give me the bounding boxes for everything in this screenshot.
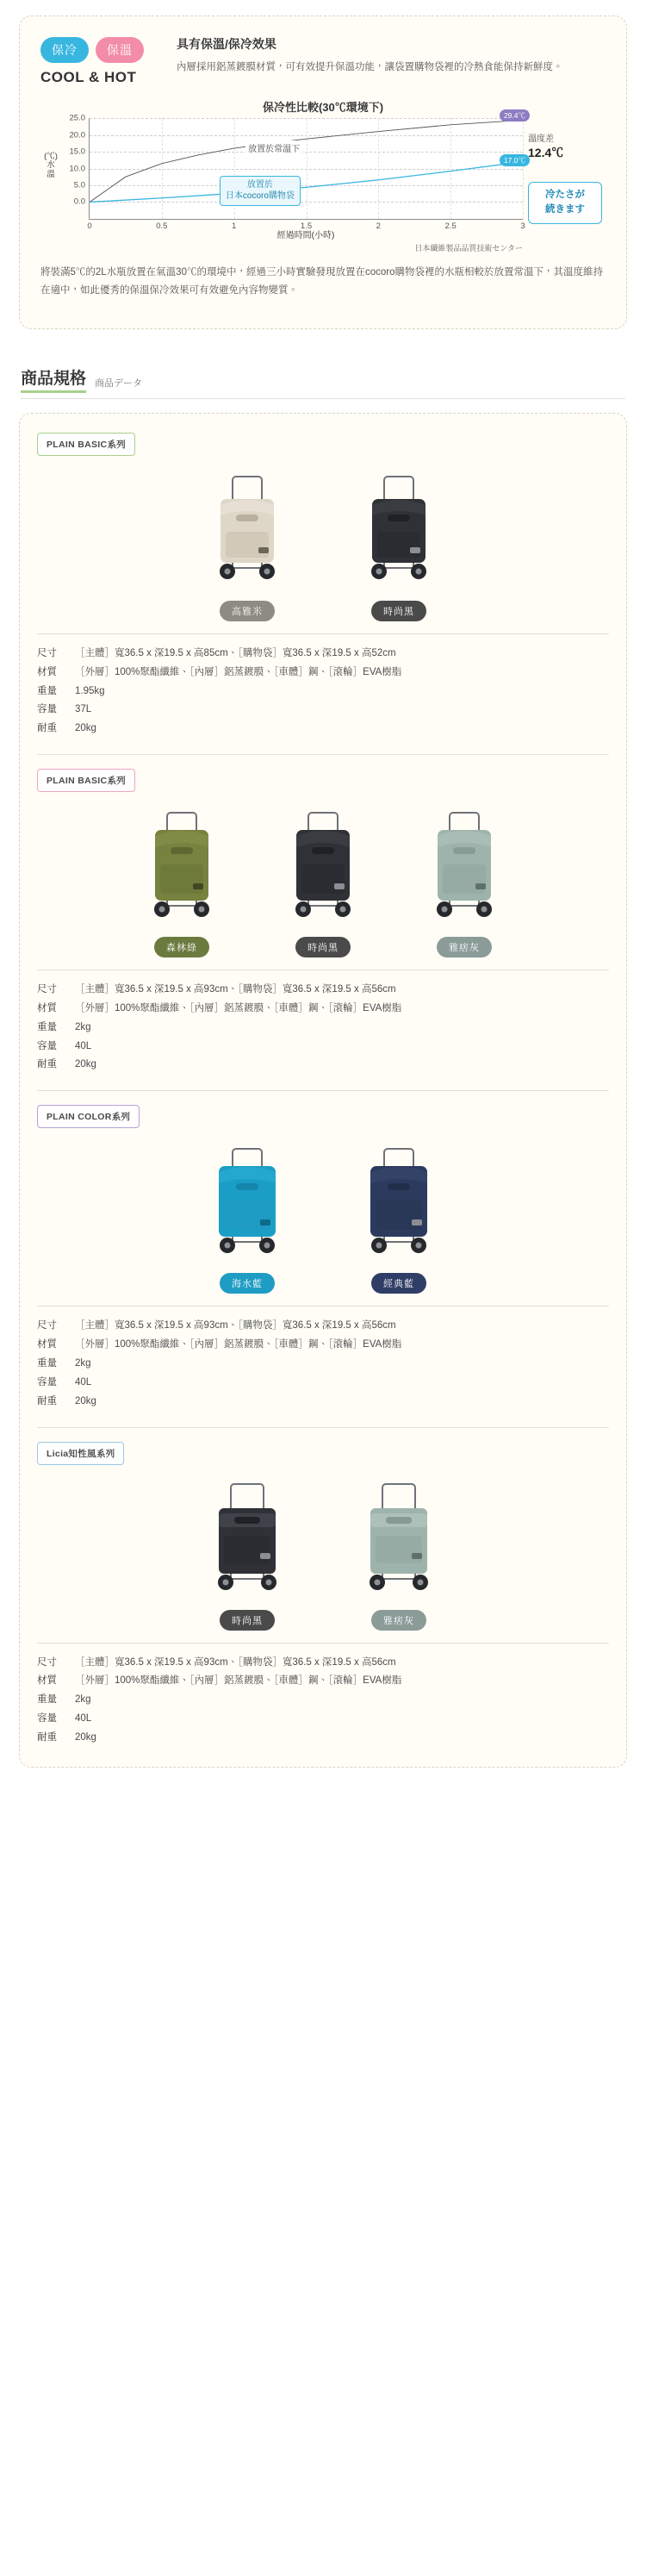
spec-row [37, 1393, 609, 1412]
bag-svg-plain-color-aqua [183, 1137, 312, 1266]
cool-hot-header [40, 34, 606, 86]
spec-key: 尺寸 [37, 1656, 57, 1668]
bag-svg-plain-color-navy [334, 1137, 463, 1266]
spec-key: 容量 [37, 1040, 57, 1051]
product-item[interactable] [117, 801, 246, 957]
spec-value: 40L [75, 1376, 92, 1388]
chart-canvas [69, 111, 525, 231]
spec-key: 尺寸 [37, 647, 57, 658]
cool-hot-copy [177, 34, 606, 77]
spec-row [37, 1336, 609, 1355]
chart-endlabel-room: 29.4℃ [500, 109, 530, 122]
spec-key: 重量 [37, 1021, 57, 1032]
spec-row [37, 1355, 609, 1374]
badge-row [40, 37, 161, 63]
chart-x-axis-label: 經過時間(小時) [276, 231, 335, 240]
cool-hot-note: 將裝滿5℃的2L水瓶放置在氣溫30℃的環境中，經過三小時實驗發現放置在cocoro購物袋裡的水瓶相較於放置常溫下，其溫度維持在適中，如此優秀的保溫保冷效果可有效避免內容物變質。 [40, 267, 603, 296]
spec-value: 1.95kg [75, 685, 105, 696]
spec-row [37, 981, 609, 1000]
trolley-bag-illustration [183, 1137, 312, 1266]
hot-badge: 保溫 [96, 37, 144, 63]
product-item[interactable] [334, 1137, 463, 1294]
trolley-bag-illustration [183, 465, 312, 594]
spec-value: ［外層］100%聚酯纖維、［內層］鋁蒸鍍膜、［車體］鋼、［滾輪］EVA樹脂 [75, 1675, 402, 1687]
chart-source: 日本纖維製品品質技術センター [414, 244, 523, 253]
chart-y-tick: 10.0 [69, 164, 85, 173]
bag-svg-plain-basic-black [334, 465, 463, 594]
chart-annotation-room: 放置於常溫下 [245, 140, 302, 155]
chart-temp-difference: 溫度差 12.4℃ [528, 134, 564, 159]
trolley-bag-illustration [334, 1137, 463, 1266]
cool-badge: 保冷 [40, 37, 89, 63]
spec-row [37, 683, 609, 702]
spec-row [37, 1056, 609, 1075]
spec-table [37, 633, 609, 739]
product-row [37, 1474, 609, 1631]
bag-svg-plain-basic-beige [183, 465, 312, 594]
spec-value: ［外層］100%聚酯纖維、［內層］鋁蒸鍍膜、［車體］鋼、［滾輪］EVA樹脂 [75, 666, 402, 677]
series-block [37, 755, 609, 1075]
series-tag: PLAIN BASIC系列 [37, 769, 135, 792]
spec-value: 40L [75, 1713, 92, 1725]
spec-row [37, 701, 609, 720]
spec-table [37, 970, 609, 1075]
spec-value: 20kg [75, 1731, 96, 1743]
chart-x-tick: 1 [232, 221, 237, 231]
trolley-bag-illustration [400, 801, 529, 930]
chart-plot-area [44, 111, 585, 240]
spec-row [37, 1691, 609, 1710]
chart-y-tick: 20.0 [69, 130, 85, 140]
spec-row [37, 1000, 609, 1019]
product-item[interactable] [400, 801, 529, 957]
badge-column [40, 34, 161, 86]
spec-value: ［主體］寬36.5 x 深19.5 x 高85cm、［購物袋］寬36.5 x 深19.5 x 高52cm [75, 647, 396, 658]
spec-key: 容量 [37, 1713, 57, 1725]
series-block [37, 1428, 609, 1748]
spec-row [37, 1019, 609, 1038]
trolley-bag-illustration [334, 1474, 463, 1603]
spec-value: ［主體］寬36.5 x 深19.5 x 高93cm、［購物袋］寬36.5 x 深19.5 x 高56cm [75, 1656, 396, 1668]
spec-row [37, 1729, 609, 1748]
spec-key: 耐重 [37, 1395, 57, 1407]
chart-y-tick: 5.0 [73, 180, 85, 190]
color-chip: 時尚黑 [220, 1610, 275, 1631]
spec-section-rule [21, 398, 625, 399]
spec-row [37, 720, 609, 739]
spec-row [37, 664, 609, 683]
spec-title-ja: 商品データ [95, 377, 143, 389]
bag-svg-plain-basic-green [117, 801, 246, 930]
spec-key: 重量 [37, 1358, 57, 1369]
spec-row [37, 1654, 609, 1673]
color-chip: 時尚黑 [371, 601, 426, 621]
spec-row [37, 645, 609, 664]
spec-value: ［主體］寬36.5 x 深19.5 x 高93cm、［購物袋］寬36.5 x 深19.5 x 高56cm [75, 984, 396, 995]
color-chip: 海水藍 [220, 1273, 275, 1294]
chart-y-tick: 25.0 [69, 113, 85, 123]
chart-x-tick: 0.5 [156, 221, 168, 231]
spec-value: 20kg [75, 1059, 96, 1070]
cool-hot-heading: 具有保溫/保冷效果 [177, 37, 276, 51]
color-chip: 經典藍 [371, 1273, 426, 1294]
bag-svg-plain-basic-grey [400, 801, 529, 930]
color-chip: 森林綠 [154, 937, 209, 957]
spec-key: 尺寸 [37, 984, 57, 995]
series-block [37, 1091, 609, 1411]
spec-key: 耐重 [37, 1731, 57, 1743]
spec-row [37, 1672, 609, 1691]
spec-key: 重量 [37, 1694, 57, 1706]
product-item[interactable] [334, 1474, 463, 1631]
color-chip: 高雅米 [220, 601, 275, 621]
spec-value: 40L [75, 1040, 92, 1051]
spec-key: 重量 [37, 685, 57, 696]
color-chip: 雅痞灰 [371, 1610, 426, 1631]
chart-y-tick: 15.0 [69, 147, 85, 157]
spec-key: 材質 [37, 1339, 57, 1350]
spec-key: 材質 [37, 1675, 57, 1687]
chart-x-tick: 0 [87, 221, 92, 231]
spec-key: 耐重 [37, 723, 57, 734]
chart-x-tick: 2 [376, 221, 381, 231]
product-item[interactable] [258, 801, 388, 957]
chart-y-axis-label: (℃)水溫 [44, 152, 58, 179]
spec-section-title [21, 365, 646, 393]
bag-svg-plain-basic-black-2 [258, 801, 388, 930]
product-page [0, 16, 646, 1776]
spec-key: 材質 [37, 666, 57, 677]
chart-x-tick: 1.5 [300, 221, 313, 231]
chart-y-tick: 0.0 [73, 196, 85, 207]
product-item[interactable] [183, 1474, 312, 1631]
color-chip: 時尚黑 [295, 937, 351, 957]
bag-svg-licia-black [183, 1474, 312, 1603]
spec-value: 2kg [75, 1694, 91, 1706]
bag-svg-licia-grey [334, 1474, 463, 1603]
spec-title-zh: 商品規格 [21, 365, 86, 393]
trolley-bag-illustration [117, 801, 246, 930]
spec-key: 材質 [37, 1002, 57, 1014]
spec-value: ［外層］100%聚酯纖維、［內層］鋁蒸鍍膜、［車體］鋼、［滾輪］EVA樹脂 [75, 1002, 402, 1014]
product-item[interactable] [183, 1137, 312, 1294]
spec-value: 20kg [75, 1395, 96, 1407]
spec-row [37, 1710, 609, 1729]
series-tag: PLAIN BASIC系列 [37, 433, 135, 456]
spec-table [37, 1306, 609, 1411]
chart-title: 保冷性比較(30℃環境下) [262, 101, 384, 114]
spec-value: 20kg [75, 723, 96, 734]
chart-series-svg [90, 118, 523, 219]
spec-key: 尺寸 [37, 1320, 57, 1332]
color-chip: 雅痞灰 [437, 937, 492, 957]
spec-table [37, 1643, 609, 1748]
series-tag: PLAIN COLOR系列 [37, 1105, 140, 1128]
spec-value: ［主體］寬36.5 x 深19.5 x 高93cm、［購物袋］寬36.5 x 深19.5 x 高56cm [75, 1320, 396, 1332]
product-row [37, 801, 609, 957]
trolley-bag-illustration [258, 801, 388, 930]
series-block [37, 429, 609, 739]
chart-annotation-bag: 放置於 日本cocoro購物袋 [220, 176, 301, 206]
chart-x-tick: 3 [520, 221, 525, 231]
trolley-bag-illustration [334, 465, 463, 594]
spec-row [37, 1038, 609, 1057]
spec-row [37, 1374, 609, 1393]
spec-value: 37L [75, 704, 92, 715]
cool-hot-subtitle: COOL & HOT [40, 69, 137, 85]
spec-key: 耐重 [37, 1059, 57, 1070]
cool-hot-body: 內層採用鋁蒸鍍膜材質，可有效提升保溫功能，讓袋置購物袋裡的冷熱食能保持新鮮度。 [177, 62, 563, 72]
spec-key: 容量 [37, 704, 57, 715]
product-item[interactable] [183, 465, 312, 621]
chart-endlabel-bag: 17.0℃ [500, 154, 530, 166]
spec-card [19, 413, 627, 1768]
spec-row [37, 1317, 609, 1336]
spec-value: ［外層］100%聚酯纖維、［內層］鋁蒸鍍膜、［車體］鋼、［滾輪］EVA樹脂 [75, 1339, 402, 1350]
spec-value: 2kg [75, 1021, 91, 1032]
trolley-bag-illustration [183, 1474, 312, 1603]
series-tag: Licia知性風系列 [37, 1442, 124, 1465]
product-row [37, 1137, 609, 1294]
cooling-comparison-chart [40, 98, 606, 253]
chart-cold-callout: 冷たさが 続きます [528, 182, 602, 224]
product-row [37, 465, 609, 621]
spec-key: 容量 [37, 1376, 57, 1388]
product-item[interactable] [334, 465, 463, 621]
chart-x-tick: 2.5 [444, 221, 457, 231]
cool-hot-panel [19, 16, 627, 329]
spec-value: 2kg [75, 1358, 91, 1369]
